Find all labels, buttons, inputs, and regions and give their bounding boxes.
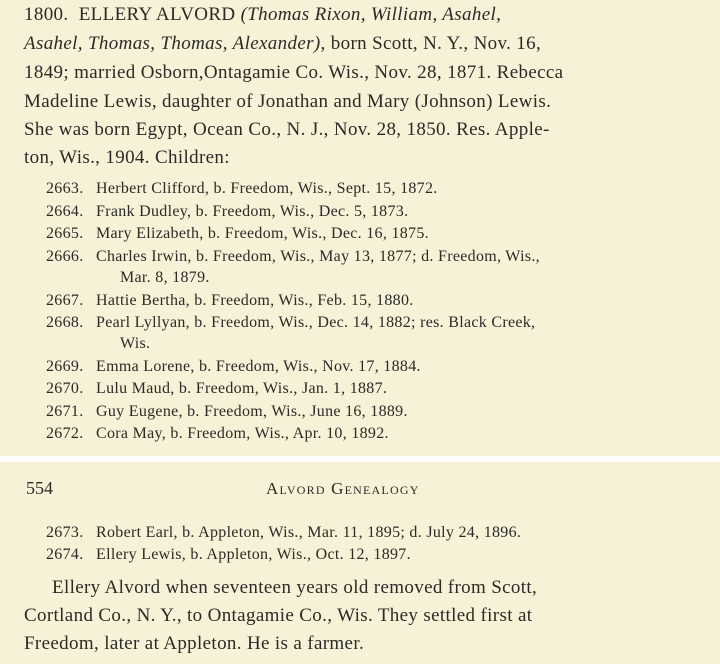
child-2664	[46, 203, 408, 221]
child-text: Frank Dudley, b. Freedom, Wis., Dec. 5, 1873.	[96, 203, 409, 220]
child-2667	[46, 292, 414, 310]
note-line-3: Freedom, later at Appleton. He is a farmer.	[24, 633, 365, 654]
child-number: 2669.	[46, 358, 84, 375]
child-text: Guy Eugene, b. Freedom, Wis., June 16, 1889.	[96, 403, 408, 420]
child-2666-cont: Mar. 8, 1879.	[120, 269, 210, 286]
child-2670	[46, 380, 387, 398]
child-2668-cont: Wis.	[120, 335, 151, 352]
child-2666	[46, 248, 540, 266]
entry-line-2	[24, 33, 541, 55]
child-number: 2667.	[46, 292, 84, 309]
entry-line-5: She was born Egypt, Ocean Co., N. J., Nov. 28, 1850. Res. Apple-	[24, 119, 550, 140]
child-text: Charles Irwin, b. Freedom, Wis., May 13, 1877; d. Freedom, Wis.,	[96, 248, 540, 265]
child-number: 2672.	[46, 425, 84, 442]
entry-ancestry-cont: Asahel, Thomas, Thomas, Alexander)	[24, 33, 321, 54]
child-text: Mary Elizabeth, b. Freedom, Wis., Dec. 16, 1875.	[96, 225, 429, 242]
child-number: 2670.	[46, 380, 84, 397]
page-number: 554	[26, 478, 53, 498]
child-number: 2673.	[46, 524, 84, 541]
child-number: 2671.	[46, 403, 84, 420]
note-line-2: Cortland Co., N. Y., to Ontagamie Co., Wis. They settled first at	[24, 605, 533, 626]
entry-name: ELLERY ALVORD	[78, 4, 236, 25]
child-text: Emma Lorene, b. Freedom, Wis., Nov. 17, 1884.	[96, 358, 421, 375]
child-2671	[46, 403, 408, 421]
entry-line-4: Madeline Lewis, daughter of Jonathan and Mary (Johnson) Lewis.	[24, 91, 552, 112]
entry-line-3: 1849; married Osborn,Ontagamie Co. Wis., Nov. 28, 1871. Rebecca	[24, 62, 564, 83]
entry-ancestry: (Thomas Rixon, William, Asahel,	[240, 4, 502, 25]
child-text: Lulu Maud, b. Freedom, Wis., Jan. 1, 1887.	[96, 380, 388, 397]
entry-birth: , born Scott, N. Y., Nov. 16,	[320, 33, 542, 54]
entry-line-6: ton, Wis., 1904. Children:	[24, 147, 230, 168]
child-number: 2664.	[46, 203, 84, 220]
entry-line-1	[24, 4, 501, 26]
child-2672	[46, 425, 389, 443]
child-text: Robert Earl, b. Appleton, Wis., Mar. 11, 1895; d. July 24, 1896.	[96, 524, 522, 541]
child-2668	[46, 314, 535, 332]
child-number: 2665.	[46, 225, 84, 242]
child-2663	[46, 180, 438, 198]
child-number: 2674.	[46, 546, 84, 563]
page-scan-bottom	[0, 462, 720, 664]
child-2665	[46, 225, 429, 243]
child-2669	[46, 358, 421, 376]
child-text: Ellery Lewis, b. Appleton, Wis., Oct. 12, 1897.	[96, 546, 411, 563]
child-text: Pearl Lyllyan, b. Freedom, Wis., Dec. 14, 1882; res. Black Creek,	[96, 314, 536, 331]
child-text: Hattie Bertha, b. Freedom, Wis., Feb. 15, 1880.	[96, 292, 414, 309]
running-head: Alvord Genealogy	[266, 479, 420, 498]
child-number: 2663.	[46, 180, 84, 197]
child-2674	[46, 546, 411, 564]
note-line-1: Ellery Alvord when seventeen years old removed from Scott,	[52, 577, 538, 598]
child-text: Herbert Clifford, b. Freedom, Wis., Sept. 15, 1872.	[96, 180, 438, 197]
child-text: Cora May, b. Freedom, Wis., Apr. 10, 1892.	[96, 425, 389, 442]
child-2673	[46, 524, 521, 542]
child-number: 2668.	[46, 314, 84, 331]
child-number: 2666.	[46, 248, 84, 265]
entry-number: 1800.	[24, 4, 69, 25]
